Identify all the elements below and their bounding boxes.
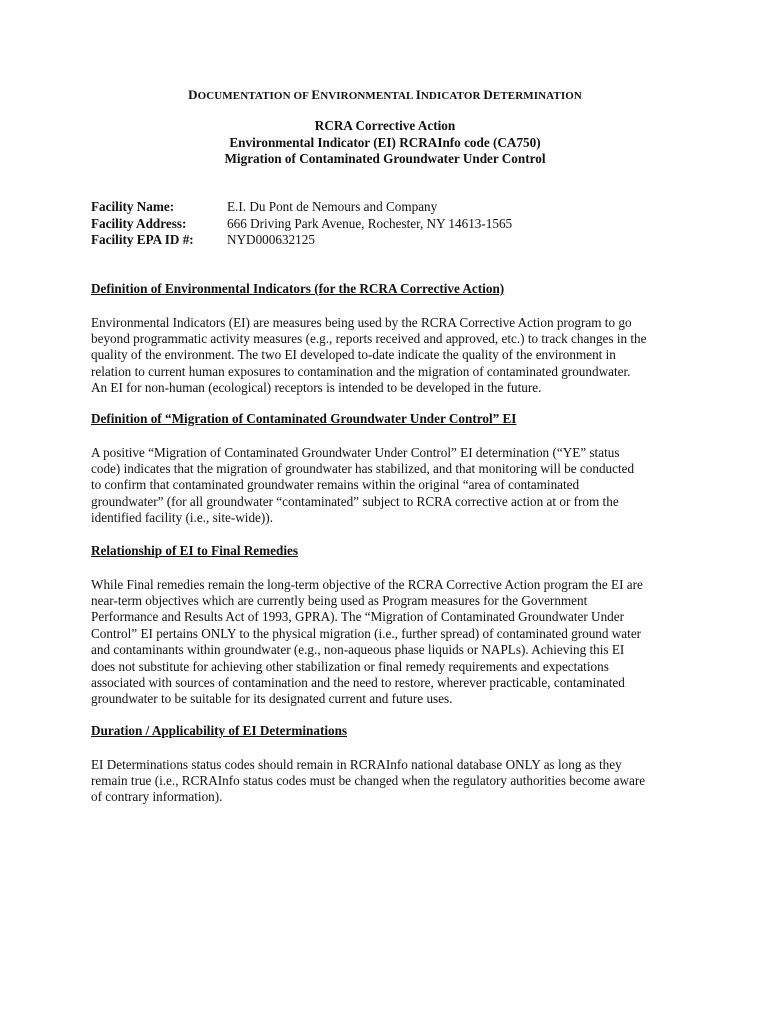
section-heading: Definition of Environmental Indicators (for the RCRA Corrective Action) (91, 281, 505, 296)
paragraph-line: to confirm that contaminated groundwater remains within the original “area of contaminated (91, 477, 580, 493)
title-text: NVIRONMENTAL (320, 90, 416, 102)
section-ei-definition (91, 281, 691, 397)
section-paragraph (91, 757, 691, 806)
paragraph-line: associated with sources of contamination and the need to restore, wherever practicable, contaminated (91, 674, 625, 690)
facility-info (91, 199, 512, 249)
paragraph-line: While Final remedies remain the long-term objective of the RCRA Corrective Action program the EI are (91, 576, 643, 592)
title-text: OCUMENTATION OF (197, 90, 312, 102)
paragraph-line: does not substitute for achieving other stabilization or final remedy requirements and expectations (91, 658, 609, 674)
header-line-program: RCRA Corrective Action (314, 118, 456, 133)
paragraph-line: of contrary information). (91, 789, 223, 805)
section-heading: Relationship of EI to Final Remedies (91, 543, 298, 558)
paragraph-line: code) indicates that the migration of groundwater has stabilized, and that monitoring will be conducted (91, 460, 635, 476)
paragraph-line: groundwater to be suitable for its designated current and future uses. (91, 691, 453, 707)
header-block (0, 118, 770, 168)
section-migration-definition (91, 411, 691, 527)
facility-epa-label: Facility EPA ID #: (91, 232, 194, 247)
paragraph-line: and contaminants within groundwater (e.g., non-aqueous phase liquids or NAPLs). Achieving this EI (91, 642, 625, 658)
section-duration (91, 723, 691, 806)
facility-address-row (91, 216, 512, 233)
paragraph-line: An EI for non-human (ecological) receptors is intended to be developed in the future. (91, 380, 542, 396)
facility-address-label: Facility Address: (91, 215, 187, 231)
facility-epa-row (91, 232, 512, 249)
paragraph-line: quality of the environment. The two EI developed to-date indicate the quality of the environment in (91, 347, 616, 363)
paragraph-line: identified facility (i.e., site-wide)). (91, 510, 273, 526)
document-title (0, 87, 770, 103)
paragraph-line: remain true (i.e., RCRAInfo status codes must be changed when the regulatory authorities become aware (91, 772, 646, 788)
section-paragraph (91, 445, 691, 527)
section-heading: Definition of “Migration of Contaminated Groundwater Under Control” EI (91, 411, 517, 426)
paragraph-line: near-term objectives which are currently being used as Program measures for the Government (91, 592, 588, 608)
paragraph-line: A positive “Migration of Contaminated Groundwater Under Control” EI determination (“YE” status (91, 444, 620, 460)
section-paragraph (91, 315, 691, 397)
section-final-remedies (91, 543, 691, 708)
facility-address-value: 666 Driving Park Avenue, Rochester, NY 14613-1565 (227, 215, 513, 231)
title-initial: D (188, 87, 198, 102)
title-text: NDICATOR (420, 90, 484, 102)
header-line-indicator: Environmental Indicator (EI) RCRAInfo code (CA750) (229, 134, 541, 150)
paragraph-line: beyond programmatic activity measures (e.g., reports received and approved, etc.) to track changes in the (91, 330, 647, 346)
section-paragraph (91, 577, 691, 708)
paragraph-line: Control” EI pertains ONLY to the physical migration (i.e., further spread) of contaminated ground water (91, 625, 642, 641)
header-line-subject: Migration of Contaminated Groundwater Under Control (224, 151, 546, 166)
facility-name-row (91, 199, 512, 216)
section-heading: Duration / Applicability of EI Determinations (91, 723, 348, 738)
title-initial: I (415, 87, 421, 102)
paragraph-line: Performance and Results Act of 1993, GPRA). The “Migration of Contaminated Groundwater Under (91, 609, 624, 625)
title-text: ETERMINATION (492, 90, 582, 102)
paragraph-line: relation to current human exposures to contamination and the migration of contaminated groundwater. (91, 363, 631, 379)
title-initial: E (311, 87, 321, 102)
paragraph-line: EI Determinations status codes should remain in RCRAInfo national database ONLY as long as they (91, 756, 622, 772)
facility-name-value: E.I. Du Pont de Nemours and Company (227, 199, 438, 214)
paragraph-line: Environmental Indicators (EI) are measures being used by the RCRA Corrective Action program to go (91, 314, 632, 330)
title-initial: D (483, 87, 493, 102)
paragraph-line: groundwater” (for all groundwater “contaminated” subject to RCRA corrective action at or from the (91, 493, 619, 509)
facility-epa-value: NYD000632125 (227, 232, 315, 247)
facility-name-label: Facility Name: (91, 199, 175, 214)
